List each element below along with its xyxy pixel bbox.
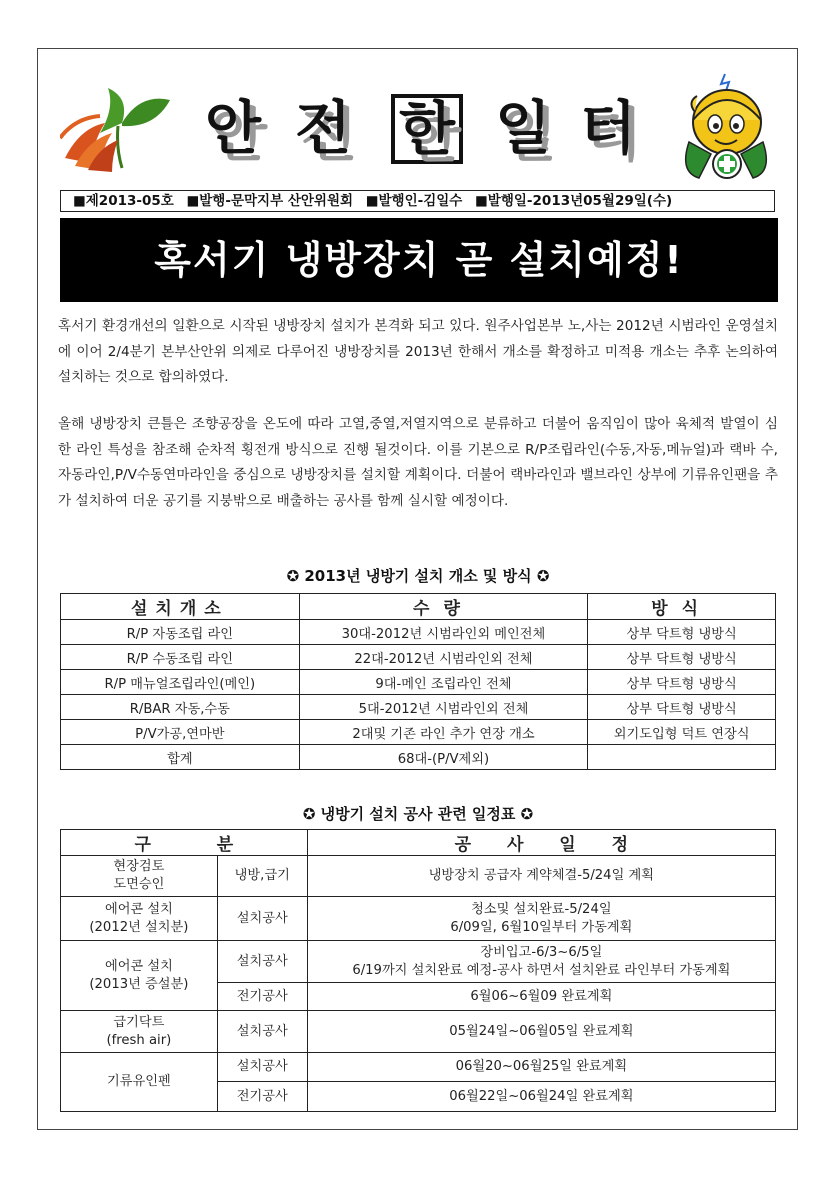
table-row [61,856,776,897]
cell-method: 상부 닥트형 냉방식 [588,645,776,670]
publisher: ■발행-문막지부 산안위원회 [186,193,354,209]
table-total-row [61,745,776,770]
cell-type: 설치공사 [217,941,307,983]
cell-location: R/P 매뉴얼조립라인(메인) [61,670,300,695]
table-row [61,670,776,695]
cell-location: 합계 [61,745,300,770]
table-row [61,1011,776,1053]
issue-number: ■제2013-05호 [73,193,174,209]
masthead-char: 안 [205,94,262,162]
cell-schedule: 06월20~06월25일 완료계획 [307,1053,775,1082]
cell-location: R/P 수동조립 라인 [61,645,300,670]
cell-category: 에어콘 설치 (2012년 설치분) [61,897,218,941]
masthead-char: 한 [391,94,463,164]
cell-category: 에어콘 설치 (2013년 증설분) [61,941,218,1011]
table-row [61,720,776,745]
table-row [61,695,776,720]
table-row [61,645,776,670]
section2-title: ✪ 냉방기 설치 공사 관련 일정표 ✪ [302,805,534,823]
header-schedule [307,830,775,856]
editor: ■발행인-김일수 [365,193,463,209]
table-header-row [61,830,776,856]
schedule-table [60,829,776,1112]
cell-method [588,745,776,770]
cell-category: 기류유인펜 [61,1053,218,1112]
table-row [61,1053,776,1082]
cell-schedule: 05월24일~06월05일 완료계획 [307,1011,775,1053]
header-method: 방식 [588,594,776,620]
masthead-char: 전 [295,94,352,162]
cell-quantity: 68대-(P/V제외) [299,745,588,770]
masthead-char: 일 [495,94,552,162]
section1-title: ✪ 2013년 냉방기 설치 개소 및 방식 ✪ [286,567,550,585]
cell-location: P/V가공,연마반 [61,720,300,745]
cell-location: R/P 자동조립 라인 [61,620,300,645]
body-paragraph-1: 혹서기 환경개선의 일환으로 시작된 냉방장치 설치가 본격화 되고 있다. 원주사업본부 노,사는 2012년 시범라인 운영설치에 이어 2/4분기 본부산안위 의제로 다루어진 냉방장치를 2013년 한해서 개소를 확정하고 미적용 개소는 추후 논의하여 설치하는 것으로 합의하였다. [58,318,778,385]
cell-schedule: 장비입고-6/3~6/5일 6/19까지 설치완료 예정-공사 하면서 설치완료 라인부터 가동계획 [307,941,775,983]
table-row [61,897,776,941]
issue-info-bar [60,190,775,212]
cell-quantity: 2대및 기존 라인 추가 연장 개소 [299,720,588,745]
header-category [61,830,308,856]
cell-schedule: 6월06~6월09 완료계획 [307,983,775,1011]
cell-method: 외기도입형 덕트 연장식 [588,720,776,745]
header-location: 설치개소 [61,594,300,620]
headline: 혹서기 냉방장치 곧 설치예정! [60,218,778,302]
table-row [61,620,776,645]
header-quantity: 수량 [299,594,588,620]
cell-type: 설치공사 [217,1011,307,1053]
installation-table [60,593,776,770]
masthead-title [195,88,645,173]
header-schedule-label: 공 사 일 정 [454,835,629,855]
cell-method: 상부 닥트형 냉방식 [588,695,776,720]
cell-category: 현장검토 도면승인 [61,856,218,897]
cell-category: 급기닥트 (fresh air) [61,1011,218,1053]
cell-type: 설치공사 [217,1053,307,1082]
cell-method: 상부 닥트형 냉방식 [588,620,776,645]
cell-quantity: 30대-2012년 시범라인외 메인전체 [299,620,588,645]
table-header-row [61,594,776,620]
cell-type: 설치공사 [217,897,307,941]
safety-mascot-icon [675,72,775,182]
cell-type: 전기공사 [217,1082,307,1112]
sprout-logo-icon [60,78,175,173]
cell-type: 냉방,급기 [217,856,307,897]
body-paragraph-2: 올해 냉방장치 큰틀은 조향공장을 온도에 따라 고열,중열,저열지역으로 분류하고 더불어 움직임이 많아 육체적 발열이 심한 라인 특성을 참조해 순차적 횡전개 방식으로 진행 될것이다. 이를 기본으로 R/P조립라인(수동,자동,메뉴얼)과 랙바 수,자동라인,P/V수동연마라인을 중심으로 냉방장치를 설치할 계획이다. 더불어 랙바라인과 밸브라인 상부에 기류유인팬을 추가 설치하여 더운 공기를 지붕밖으로 배출하는 공사를 함께 실시할 예정이다. [58,416,778,509]
cell-quantity: 9대-메인 조립라인 전체 [299,670,588,695]
cell-method: 상부 닥트형 냉방식 [588,670,776,695]
cell-location: R/BAR 자동,수동 [61,695,300,720]
header-category-label: 구 분 [134,835,234,855]
cell-type: 전기공사 [217,983,307,1011]
publish-date: ■발행일-2013년05월29일(수) [475,193,673,209]
cell-schedule: 냉방장치 공급자 계약체결-5/24일 계획 [307,856,775,897]
cell-schedule: 청소및 설치완료-5/24일 6/09일, 6월10일부터 가동계획 [307,897,775,941]
cell-schedule: 06월22일~06월24일 완료계획 [307,1082,775,1112]
table-row [61,941,776,983]
cell-quantity: 5대-2012년 시범라인외 전체 [299,695,588,720]
cell-quantity: 22대-2012년 시범라인외 전체 [299,645,588,670]
masthead-char: 터 [580,94,637,162]
